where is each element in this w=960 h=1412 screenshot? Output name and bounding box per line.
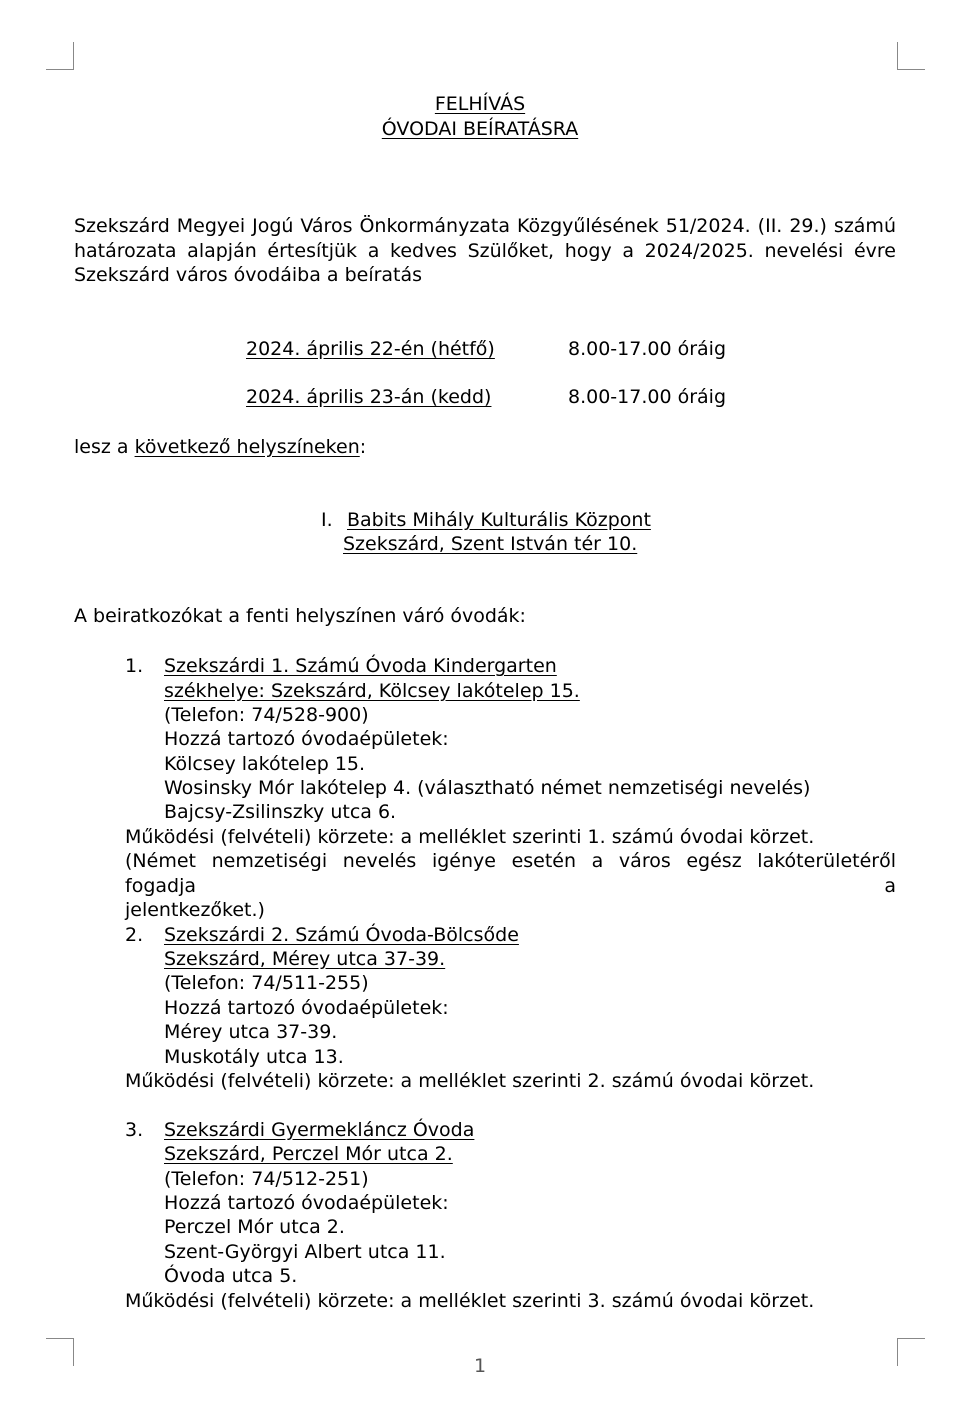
kindergarten-3-address: Szekszárd, Perczel Mór utca 2. bbox=[164, 1143, 453, 1165]
location-intro: lesz a következő helyszíneken: bbox=[74, 436, 367, 458]
date-row-2 bbox=[246, 385, 726, 409]
venue-number: I. bbox=[321, 509, 333, 531]
venue-name: Babits Mihály Kulturális Központ bbox=[347, 509, 651, 531]
intro-line-3: Szekszárd város óvodáiba a beíratás bbox=[74, 264, 423, 286]
kindergarten-2-buildings-label: Hozzá tartozó óvodaépületek: bbox=[164, 997, 449, 1019]
kindergarten-3-building: Óvoda utca 5. bbox=[164, 1265, 298, 1287]
kindergarten-3-building: Perczel Mór utca 2. bbox=[164, 1216, 345, 1238]
kindergarten-2-district: Működési (felvételi) körzete: a melléklet szerinti 2. számú óvodai körzet. bbox=[125, 1070, 815, 1092]
kindergarten-1-district: Működési (felvételi) körzete: a melléklet szerinti 1. számú óvodai körzet. bbox=[125, 826, 815, 848]
locations-link-text: következő helyszíneken bbox=[134, 436, 360, 458]
intro-line-2: határozata alapján értesítjük a kedves Szülőket, hogy a 2024/2025. nevelési évre bbox=[74, 239, 896, 262]
date-1: 2024. április 22-én (hétfő) bbox=[246, 338, 495, 360]
time-2: 8.00-17.00 óráig bbox=[568, 386, 727, 408]
kindergarten-1-note: (Német nemzetiségi nevelés igénye esetén a város egész lakóterületéről fogadja a jelentkezőket.) bbox=[125, 850, 896, 921]
intro-paragraph bbox=[74, 214, 896, 288]
kindergarten-3-district: Működési (felvételi) körzete: a melléklet szerinti 3. számú óvodai körzet. bbox=[125, 1290, 815, 1312]
kindergarten-3-buildings-label: Hozzá tartozó óvodaépületek: bbox=[164, 1192, 449, 1214]
kindergarten-2-number: 2. bbox=[125, 924, 144, 946]
date-2: 2024. április 23-án (kedd) bbox=[246, 386, 492, 408]
title-line-2: ÓVODAI BEÍRATÁSRA bbox=[381, 118, 579, 140]
kindergarten-3-number: 3. bbox=[125, 1119, 144, 1141]
kindergarten-3-building: Szent-Györgyi Albert utca 11. bbox=[164, 1241, 446, 1263]
kindergarten-1-building: Wosinsky Mór lakótelep 4. (választható német nemzetiségi nevelés) bbox=[164, 777, 811, 799]
kindergartens-intro: A beiratkozókat a fenti helyszínen váró óvodák: bbox=[74, 605, 526, 627]
title-line-1: FELHÍVÁS bbox=[434, 93, 526, 115]
kindergarten-1-name: Szekszárdi 1. Számú Óvoda Kindergarten bbox=[164, 655, 557, 677]
venue-address: Szekszárd, Szent István tér 10. bbox=[343, 533, 638, 555]
kindergarten-1-number: 1. bbox=[125, 655, 144, 677]
kindergarten-1-phone: (Telefon: 74/528-900) bbox=[164, 704, 369, 726]
kindergarten-2-phone: (Telefon: 74/511-255) bbox=[164, 972, 369, 994]
kindergarten-3-phone: (Telefon: 74/512-251) bbox=[164, 1168, 369, 1190]
crop-mark-top-right bbox=[897, 42, 925, 70]
kindergarten-1-address: székhelye: Szekszárd, Kölcsey lakótelep 15. bbox=[164, 680, 580, 702]
kindergarten-2-name: Szekszárdi 2. Számú Óvoda-Bölcsőde bbox=[164, 924, 519, 946]
kindergarten-1-buildings-label: Hozzá tartozó óvodaépületek: bbox=[164, 728, 449, 750]
crop-mark-top-left bbox=[46, 42, 74, 70]
date-row-1 bbox=[246, 337, 726, 361]
kindergarten-1-building: Bajcsy-Zsilinszky utca 6. bbox=[164, 801, 397, 823]
kindergarten-2-building: Muskotály utca 13. bbox=[164, 1046, 344, 1068]
kindergarten-3-name: Szekszárdi Gyermekláncz Óvoda bbox=[164, 1119, 475, 1141]
kindergarten-1-building: Kölcsey lakótelep 15. bbox=[164, 753, 366, 775]
kindergarten-2-building: Mérey utca 37-39. bbox=[164, 1021, 338, 1043]
time-1: 8.00-17.00 óráig bbox=[568, 338, 727, 360]
intro-line-1: Szekszárd Megyei Jogú Város Önkormányzata Közgyűlésének 51/2024. (II. 29.) számú bbox=[74, 215, 896, 237]
kindergarten-2-address: Szekszárd, Mérey utca 37-39. bbox=[164, 948, 446, 970]
page-number: 1 bbox=[473, 1355, 487, 1377]
